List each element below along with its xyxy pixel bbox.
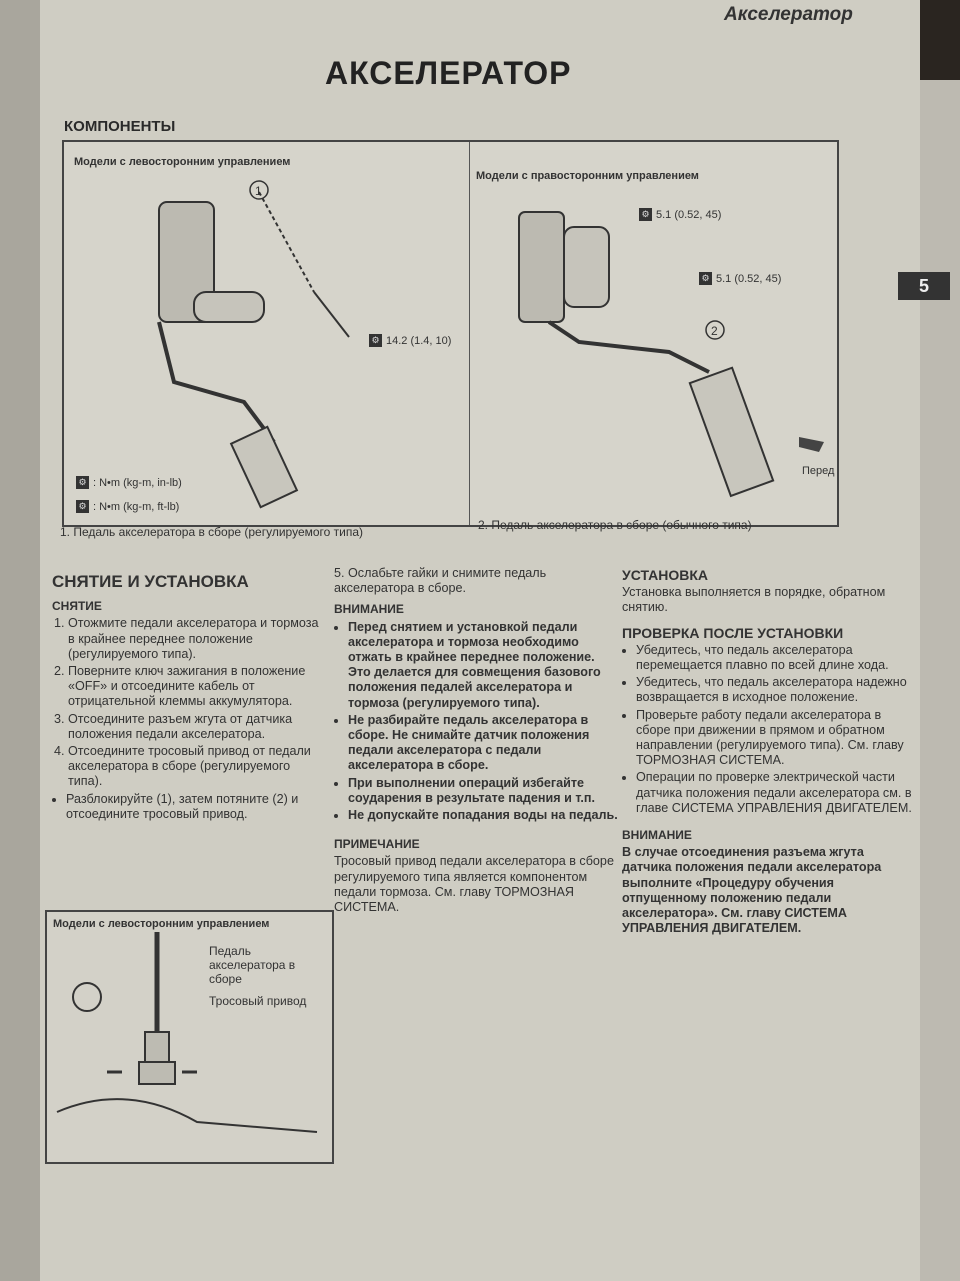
legend-2: ⚙ : N•m (kg-m, ft-lb) [76, 500, 179, 513]
check-item: • Проверьте работу педали акселератора в сборе при движении в прямом и обратном направлении (регулируемого типа). См. главу ТОРМОЗНАЯ СИСТЕМА. [636, 708, 914, 769]
removal-bullet: • Разблокируйте (1), затем потяните (2) и отсоедините тросовый привод. [66, 792, 320, 822]
install-heading: УСТАНОВКА [622, 567, 709, 583]
torque-icon: ⚙ [369, 334, 382, 347]
torque-rhd-top: ⚙ 5.1 (0.52, 45) [639, 208, 721, 221]
right-page-edge [915, 80, 960, 1281]
rhd-label: Модели с правосторонним управлением [476, 170, 699, 182]
removal-subheading: СНЯТИЕ [52, 599, 102, 614]
middle-column [334, 566, 618, 915]
left-page-edge [0, 0, 40, 1281]
section-tab: 5 [898, 272, 950, 300]
step-5: 5. Ослабьте гайки и снимите педаль акселератора в сборе. [334, 566, 547, 596]
front-label: Перед [802, 465, 835, 477]
caption-2: 2. Педаль акселератора в сборе (обычного типа) [478, 518, 752, 532]
torque-rhd-bottom: ⚙ 5.1 (0.52, 45) [699, 272, 781, 285]
legend-1: ⚙ : N•m (kg-m, in-lb) [76, 476, 182, 489]
cable-figure [45, 910, 334, 1164]
check-item: • Убедитесь, что педаль акселератора перемещается плавно по всей длине хода. [636, 643, 914, 673]
removal-step: 4. Отсоедините тросовый привод от педали акселератора в сборе (регулируемого типа). [68, 744, 320, 790]
warning-item: • Не допускайте попадания воды на педаль. [348, 808, 618, 823]
caption-1: 1. Педаль акселератора в сборе (регулируемого типа) [60, 525, 364, 539]
torque-lhd: ⚙ 14.2 (1.4, 10) [369, 334, 451, 347]
removal-column [52, 574, 320, 824]
components-figure [62, 140, 839, 527]
install-text: Установка выполняется в порядке, обратном снятию. [622, 585, 886, 615]
cable-figure-text1: Педаль акселератора в сборе [209, 944, 296, 986]
torque-icon: ⚙ [76, 476, 89, 489]
rhd-pedal-drawing [469, 142, 839, 525]
cable-drawing [47, 912, 332, 1162]
right-warning-text: В случае отсоединения разъема жгута датчика положения педали акселератора выполните «Процедуру обучения отпущенному положению педали акселератора». См. главу СИСТЕМА УПРАВЛЕНИЯ ДВИГАТЕЛЕМ. [622, 845, 882, 936]
cable-figure-text2: Тросовый привод [209, 994, 307, 1008]
right-warning-heading: ВНИМАНИЕ [622, 828, 692, 843]
check-heading: ПРОВЕРКА ПОСЛЕ УСТАНОВКИ [622, 624, 844, 641]
warning-heading: ВНИМАНИЕ [334, 602, 404, 617]
removal-step: 2. Поверните ключ зажигания в положение «OFF» и отсоедините кабель от отрицательной клеммы аккумулятора. [68, 664, 320, 710]
removal-step: 1. Отожмите педали акселератора и тормоза в крайнее переднее положение (регулируемого типа). [68, 616, 320, 662]
removal-heading: СНЯТИЕ И УСТАНОВКА [52, 572, 249, 591]
warning-item: • Перед снятием и установкой педали акселератора и тормоза необходимо отжать в крайнее переднее положение. Это делается для совмещения базового положения педалей акселератора и тормоза (регулируемого типа). [348, 620, 618, 711]
check-item: • Операции по проверке электрической части датчика положения педали акселератора см. в главе СИСТЕМА УПРАВЛЕНИЯ ДВИГАТЕЛЕМ. [636, 770, 914, 816]
callout-1: 1 [255, 184, 262, 198]
torque-icon: ⚙ [699, 272, 712, 285]
torque-icon: ⚙ [76, 500, 89, 513]
check-item: • Убедитесь, что педаль акселератора надежно возвращается в исходное положение. [636, 675, 914, 705]
components-heading: КОМПОНЕНТЫ [64, 118, 176, 135]
callout-2: 2 [711, 324, 718, 338]
note-text: Тросовый привод педали акселератора в сборе регулируемого типа является компонентом педали тормоза. См. главу ТОРМОЗНАЯ СИСТЕМА. [334, 854, 614, 915]
warning-item: • При выполнении операций избегайте соударения в результате падения и т.п. [348, 776, 618, 806]
right-column [622, 562, 914, 936]
torque-icon: ⚙ [639, 208, 652, 221]
lhd-label: Модели с левосторонним управлением [74, 156, 291, 168]
removal-step: 3. Отсоедините разъем жгута от датчика положения педали акселератора. [68, 712, 320, 742]
note-heading: ПРИМЕЧАНИЕ [334, 837, 420, 852]
running-header: Акселератор [724, 4, 853, 25]
warning-item: • Не разбирайте педаль акселератора в сборе. Не снимайте датчик положения педали акселератора с педали акселератора в сборе. [348, 713, 618, 774]
cable-figure-label: Модели с левосторонним управлением [53, 918, 270, 930]
manual-page [40, 0, 929, 1281]
page-title: АКСЕЛЕРАТОР [325, 55, 572, 91]
